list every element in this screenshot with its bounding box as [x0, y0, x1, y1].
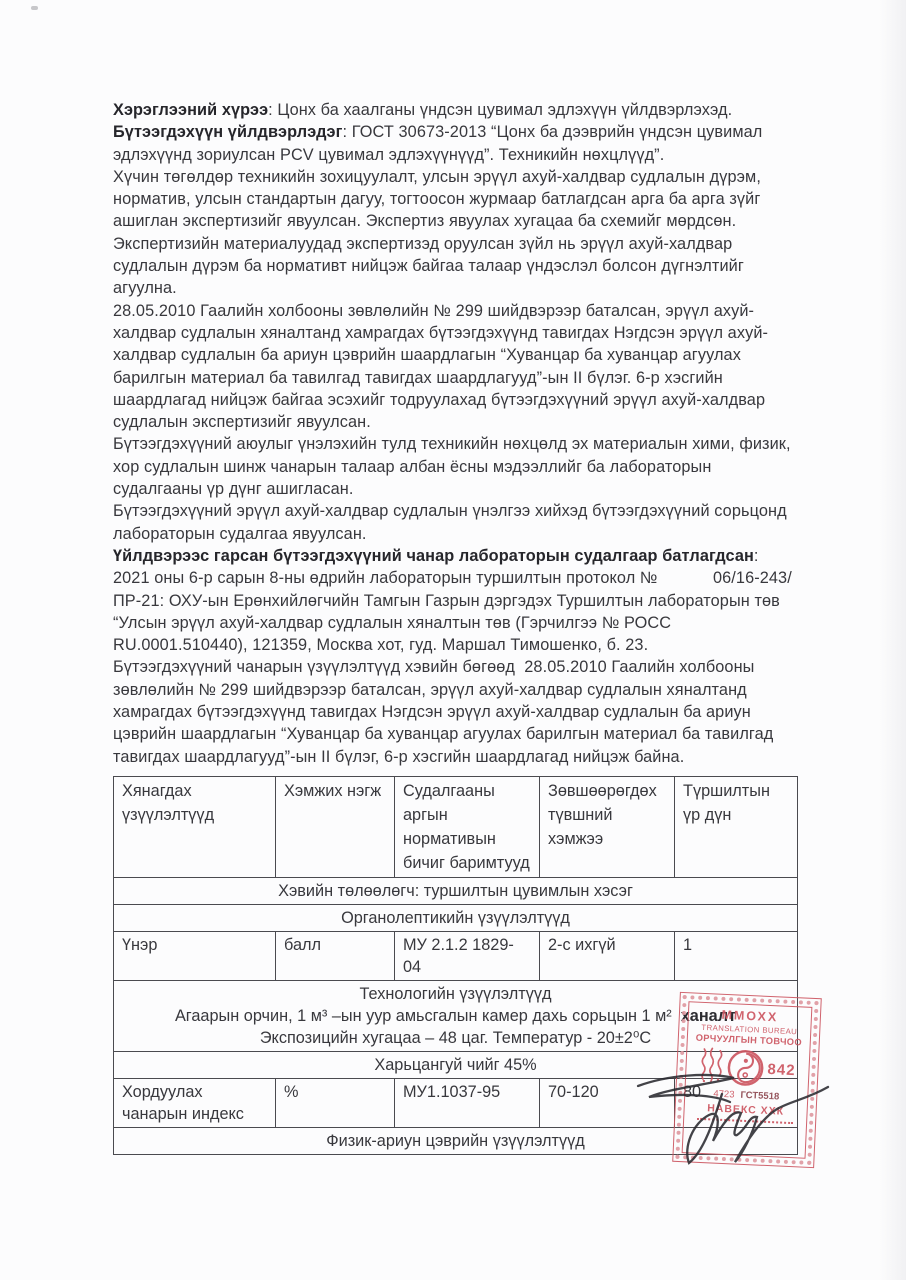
paragraph-lead: Бүтээгдэхүүн үйлдвэрлэдэг: [113, 123, 343, 142]
paragraph: [113, 545, 801, 567]
section-row: [114, 878, 798, 905]
table-header-row: [114, 777, 798, 878]
table-cell: Хордуулах чанарын индекс: [114, 1079, 276, 1128]
section-title: Хэвийн төлөөлөгч: туршилтын цувимлын хэсэг: [114, 878, 798, 905]
section-row: [114, 905, 798, 932]
table-cell: 1: [675, 932, 798, 981]
paragraph: [113, 166, 801, 233]
stamp-code: 4723: [713, 1088, 735, 1101]
table-cell: 80: [675, 1079, 798, 1128]
paragraph: [113, 233, 801, 300]
paragraph-text: 28.05.2010 Гаалийн холбооны зөвлөлийн № 299 шийдвэрээр баталсан, эрүүл ахуй-халдвар судлалын хяналтанд хамрагдах бүтээгдэхүүнд тавигдах Нэгдсэн эрүүл ахуй-халдвар судлалын ба ариун цэврийн шаардлагын “Хуванцар ба хуванцар агуулах барилгын материал ба тавилгад тавигдах шаардлагууд”-ын II бүлэг. 6-р хэсгийн шаардлагад нийцэж байгаа эсэхийг тодруулахад бүтээгдэхүүний эрүүл ахуй-халдвар судлалын экспертизийг явуулсан.: [113, 301, 769, 432]
paragraph-text: Бүтээгдэхүүний эрүүл ахуй-халдвар судлалын үнэлгээ хийхэд бүтээгдэхүүний сорьцонд лабораторын судалгаа явуулсан.: [113, 502, 787, 543]
section-title: Харьцангуй чийг 45%: [114, 1052, 798, 1079]
table-cell: Үнэр: [114, 932, 276, 981]
stamp-name-en: TRANSLATION BUREAU: [701, 1022, 798, 1037]
table-cell: 70-120: [540, 1079, 675, 1128]
stamp-number: 842: [767, 1060, 796, 1079]
signature: [632, 1058, 844, 1180]
overprinted-word: ханалт: [680, 1007, 737, 1025]
paragraph-text: Бүтээгдэхүүний аюулыг үнэлэхийн тулд техникийн нөхцөлд эх материалын хими, физик, хор судлалын шинж чанарын талаар албан ёсны мэдээллийг ба лабораторын судалгааны үр дүнг ашигласан.: [113, 435, 791, 499]
paragraph-text: 2021 оны 6-р сарын 8-ны өдрийн лабораторын туршилтын протокол № 06/16-243/ПР-21: ОХУ-ын Ерөнхийлөгчийн Тамгын Газрын дэргэдэх Туршилтын лабораторын төв “Улсын эрүүл ахуй-халдвар судлалын хяналтын төв (Гэрчилгээ № РОСС RU.0001.510440), 121359, Москва хот, гуд. Маршал Тимошенко, б. 23.: [113, 569, 792, 655]
section-title: Органолептикийн үзүүлэлтүүд: [114, 905, 798, 932]
paragraph: [113, 656, 801, 767]
table-cell: балл: [276, 932, 395, 981]
header-cell: Судалгааны аргын нормативын бичиг баримтууд: [395, 777, 540, 878]
paragraph-text: : ГОСТ 30673-2013 “Цонх ба дээврийн үндсэн цувимал эдлэхүүнд зориулсан PCV цувимал эдлэхүүнүүд”. Техникийн нөхцлүүд”.: [113, 123, 763, 164]
paragraph-text: : Цонх ба хаалганы үндсэн цувимал эдлэхүүн үйлдвэрлэхэд.: [268, 101, 733, 119]
paragraph-lead: Үйлдвэрээс гарсан бүтээгдэхүүний чанар лабораторын судалгаар батлагдсан: [113, 546, 754, 565]
paragraph: [113, 433, 801, 500]
paragraph: [113, 99, 801, 121]
stamp-cert: ГСТ5518: [740, 1089, 780, 1103]
table-cell: МУ1.1037-95: [395, 1079, 540, 1128]
stamp-org-short: ММОХХ: [721, 1007, 779, 1025]
section-title: Физик-ариун цэврийн үзүүлэлтүүд: [114, 1128, 798, 1155]
paragraph-text: :: [753, 546, 759, 565]
paragraph: [113, 567, 801, 656]
stamp-name-mn: ОРЧУУЛГЫН ТОВЧОО: [695, 1032, 803, 1048]
tech-condition-line: Экспозицийн хугацаа – 48 цаг. Температур - 20±2⁰С: [259, 1029, 652, 1047]
paragraph-text: Хүчин төгөлдөр техникийн зохицуулалт, улсын эрүүл ахуй-халдвар судлалын дүрэм, норматив, улсын стандартын дагуу, тогтоосон журмаар батлагдсан арга ба арга зүйг ашиглан экспертизийг явуулсан. Экспертиз явуулах хугацаа ба схемийг мөрдсөн.: [113, 167, 761, 231]
tech-condition-line: Агаарын орчин, 1 м³ –ын уур амьсгалын камер дахь сорьцын 1 м² ханалт: [174, 1007, 737, 1025]
paragraph: [113, 121, 801, 166]
table-cell: МУ 2.1.2 1829-04: [395, 932, 540, 981]
header-cell: Хянагдах үзүүлэлтүүд: [114, 777, 276, 878]
stamp-company: НАВЕКС ХХК: [706, 1102, 785, 1118]
table-cell: 2-с ихгүй: [540, 932, 675, 981]
table-row-odor: [114, 932, 798, 981]
header-cell: Түршилтын үр дүн: [675, 777, 798, 878]
document-body: [113, 99, 801, 768]
scan-speck: [31, 6, 38, 10]
paragraph-text: Экспертизийн материалуудад экспертизэд оруулсан зүйл нь эрүүл ахуй-халдвар судлалын дүрэм ба нормативт нийцэж байгаа талаар үндэслэл болсон дүгнэлтийг агуулна.: [113, 234, 744, 298]
table-cell: %: [276, 1079, 395, 1128]
paragraph: [113, 300, 801, 434]
paragraph-lead: Хэрэглээний хүрээ: [113, 101, 269, 119]
paragraph-text: Бүтээгдэхүүний чанарын үзүүлэлтүүд хэвийн бөгөөд 28.05.2010 Гаалийн холбооны зөвлөлийн № 299 шийдвэрээр баталсан, эрүүл ахуй-халдвар судлалын хяналтанд хамрагдах бүтээгдэхүүнд тавигдах Нэгдсэн эрүүл ахуй-халдвар судлалын ба ариун цэврийн шаардлагын “Хуванцар ба хуванцар агуулах барилгын материал ба тавилгад тавигдах шаардлагууд”-ын II бүлэг, 6-р хэсгийн шаардлагад нийцэж байна.: [113, 658, 774, 766]
section-title: Технологийн үзүүлэлтүүд: [359, 985, 552, 1003]
header-cell: Зөвшөөрөгдөх түвшний хэмжээ: [540, 777, 675, 878]
header-cell: Хэмжих нэгж: [276, 777, 395, 878]
paragraph: [113, 500, 801, 545]
